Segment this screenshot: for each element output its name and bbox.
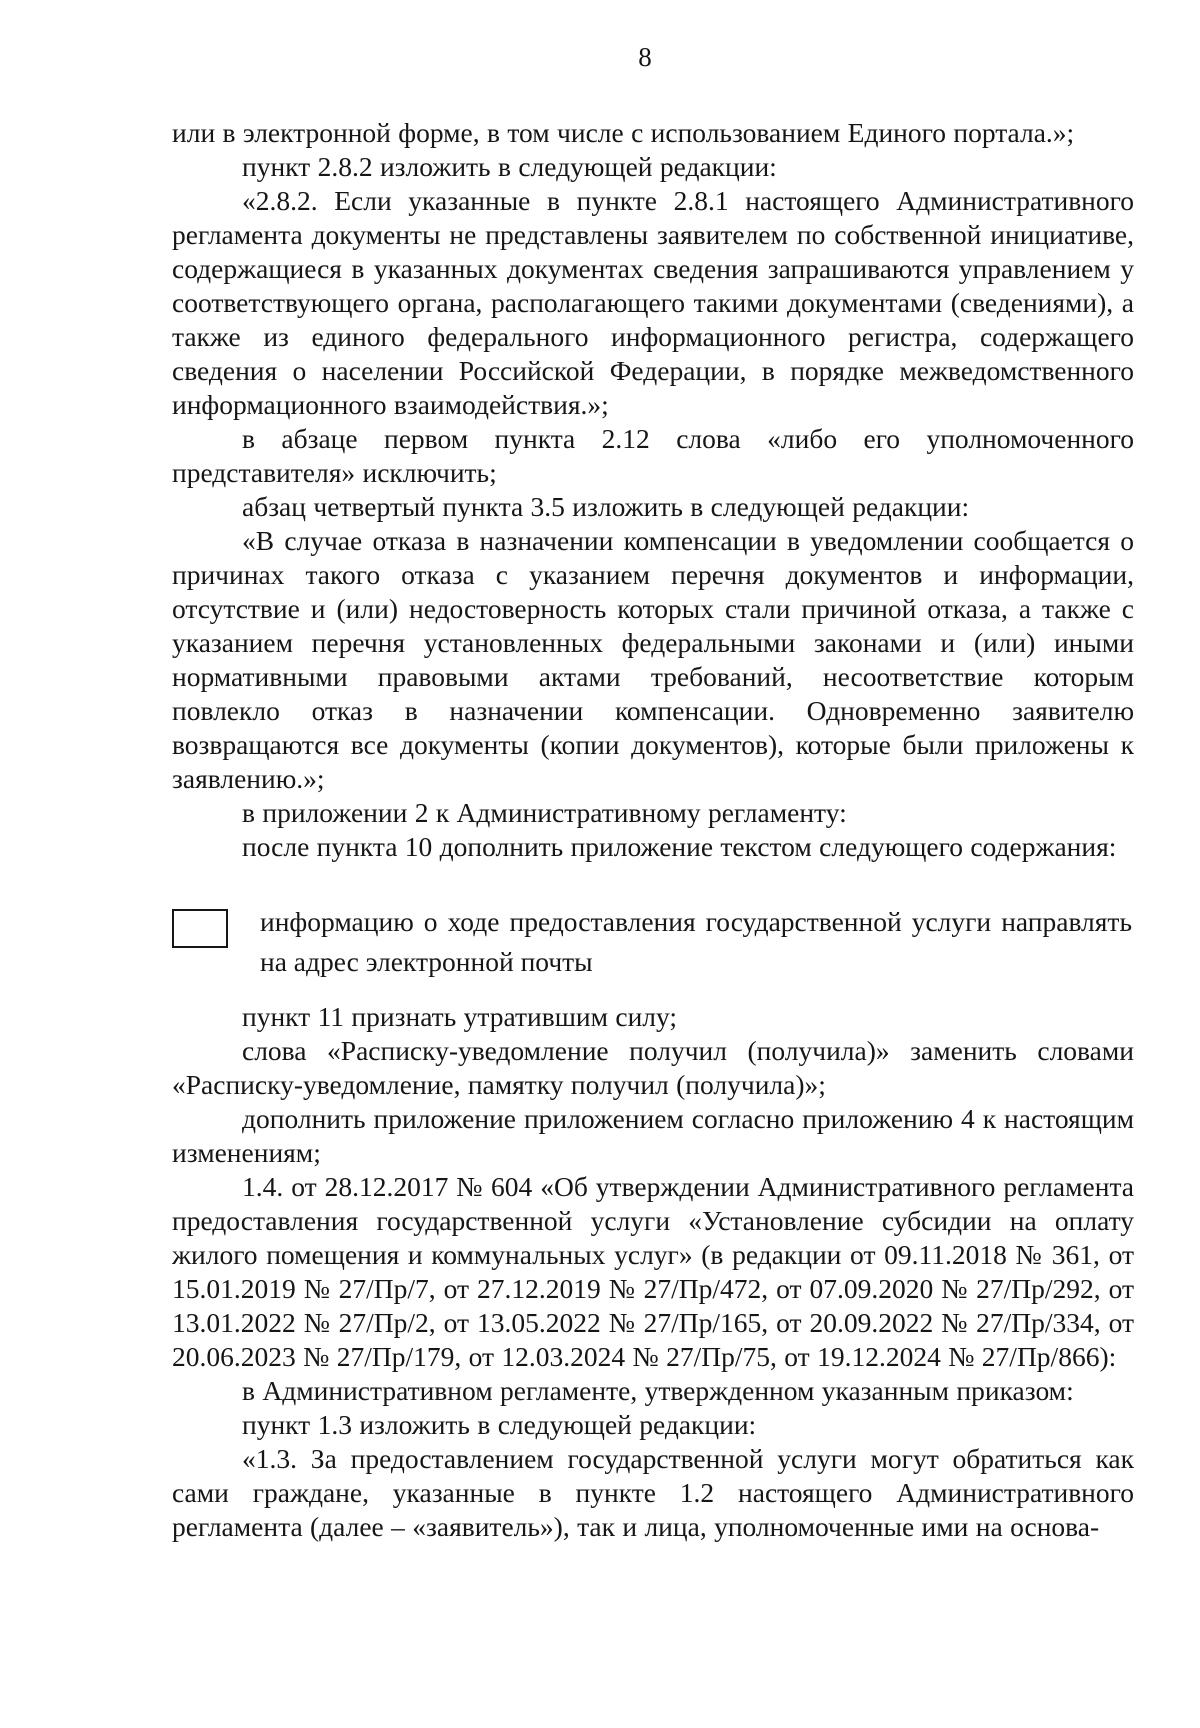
paragraph: после пункта 10 дополнить приложение текстом следующего содержания: <box>242 831 1117 862</box>
paragraph: дополнить приложение приложением согласно приложению 4 к настоящим изменениям; <box>172 1103 1134 1168</box>
paragraph: абзац четвертый пункта 3.5 изложить в следующей редакции: <box>242 491 970 522</box>
paragraph: 1.4. от 28.12.2017 № 604 «Об утверждении Административного регламента предоставления государственной услуги «Установление субсидии на оплату жилого помещения и коммунальных услуг» (в редакции от 09.11.2018 № 361, от 15.01.2019 № 27/Пр/7, от 27.12.2019 № 27/Пр/472, от 07.09.2020 № 27/Пр/292, от 13.01.2022 № 27/Пр/2, от 13.05.2022 № 27/Пр/165, от 20.09.2022 № 27/Пр/334, от 20.06.2023 № 27/Пр/179, от 12.03.2024 № 27/Пр/75, от 19.12.2024 № 27/Пр/866): <box>172 1171 1134 1372</box>
paragraph: пункт 2.8.2 изложить в следующей редакции: <box>242 151 777 182</box>
document-body <box>172 116 1134 1544</box>
paragraph: пункт 11 признать утратившим силу; <box>242 1001 678 1032</box>
paragraph: «2.8.2. Если указанные в пункте 2.8.1 настоящего Административного регламента документы не представлены заявителем по собственной инициативе, содержащиеся в указанных документах сведения запрашиваются управлением у соответствующего органа, располагающего такими документами (сведениями), а также из единого федерального информационного регистра, содержащего сведения о населении Российской Федерации, в порядке межведомственного информационного взаимодействия.»; <box>172 185 1134 420</box>
paragraph: пункт 1.3 изложить в следующей редакции: <box>242 1409 757 1440</box>
paragraphs-top <box>172 116 1134 864</box>
page-number: 8 <box>638 42 652 72</box>
empty-checkbox[interactable] <box>172 909 228 948</box>
paragraph: или в электронной форме, в том числе с использованием Единого портала.»; <box>172 117 1075 148</box>
inserted-text: информацию о ходе предоставления государственной услуги направлять на адрес электронной почты <box>260 906 1132 977</box>
paragraph: «В случае отказа в назначении компенсации в уведомлении сообщается о причинах такого отказа с указанием перечня документов и информации, отсутствие и (или) недостоверность которых стали причиной отказа, а также с указанием перечня установленных федеральными законами и (или) иными нормативными правовыми актами требований, несоответствие которым повлекло отказ в назначении компенсации. Одновременно заявителю возвращаются все документы (копии документов), которые были приложены к заявлению.»; <box>172 525 1134 794</box>
paragraph: «1.3. За предоставлением государственной услуги могут обратиться как сами граждане, указанные в пункте 1.2 настоящего Административного регламента (далее – «заявитель»), так и лица, уполномоченные ими на основа- <box>172 1443 1134 1542</box>
paragraph: в приложении 2 к Административному регламенту: <box>242 797 847 828</box>
paragraph: в абзаце первом пункта 2.12 слова «либо его уполномоченного представителя» исключить; <box>172 423 1134 488</box>
paragraphs-bottom <box>172 1000 1134 1544</box>
paragraph: в Административном регламенте, утвержденном указанным приказом: <box>242 1375 1074 1406</box>
inserted-checkbox-item <box>172 886 1134 977</box>
paragraph: слова «Расписку-уведомление получил (получила)» заменить словами «Расписку-уведомление, памятку получил (получила)»; <box>172 1035 1134 1100</box>
